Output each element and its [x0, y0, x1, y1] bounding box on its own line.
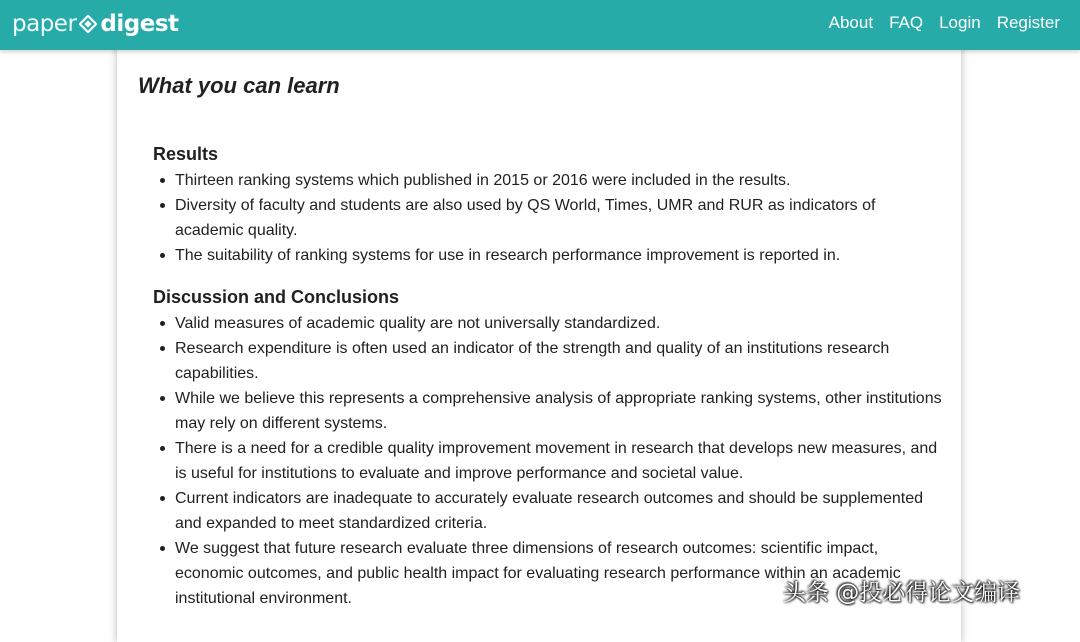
content-card: [117, 42, 961, 642]
section-heading: Discussion and Conclusions: [153, 287, 400, 307]
section-results: [153, 142, 943, 268]
brand-text-digest: digest: [100, 11, 179, 37]
nav-link-faq[interactable]: FAQ: [889, 13, 924, 32]
list-item: Current indicators are inadequate to accurately evaluate research outcomes and should be supplemented and expanded to meet standardized criteria.: [153, 486, 943, 536]
list-item: We suggest that future research evaluate three dimensions of research outcomes: scientific impact, economic outcomes, and public health impact for evaluating research performance within an academic institutional environment.: [153, 536, 943, 611]
card-title: What you can learn: [138, 73, 340, 98]
diamond-logo-icon: [79, 15, 97, 33]
watermark-text: 头条 @投必得论文编译: [783, 580, 1021, 606]
brand-text-paper: paper: [12, 11, 77, 37]
brand-logo[interactable]: [12, 9, 179, 39]
nav-link-register[interactable]: Register: [996, 13, 1060, 32]
nav-link-about[interactable]: About: [828, 13, 874, 32]
section-heading: Results: [153, 144, 219, 164]
bullet-list: [153, 311, 943, 611]
bullet-list: [153, 168, 943, 268]
nav-links: [813, 0, 1060, 46]
top-navbar: [0, 0, 1080, 50]
section-discussion: [153, 285, 943, 611]
list-item: Thirteen ranking systems which published in 2015 or 2016 were included in the results.: [153, 168, 943, 193]
list-item: Research expenditure is often used an indicator of the strength and quality of an institutions research capabilities.: [153, 336, 943, 386]
list-item: There is a need for a credible quality improvement movement in research that develops new measures, and is useful for institutions to evaluate and improve performance and societal value.: [153, 436, 943, 486]
list-item: The suitability of ranking systems for use in research performance improvement is reported in.: [153, 243, 943, 268]
list-item: While we believe this represents a comprehensive analysis of appropriate ranking systems, other institutions may rely on different systems.: [153, 386, 943, 436]
nav-link-login[interactable]: Login: [939, 13, 981, 32]
list-item: Diversity of faculty and students are also used by QS World, Times, UMR and RUR as indicators of academic quality.: [153, 193, 943, 243]
list-item: Valid measures of academic quality are not universally standardized.: [153, 311, 943, 336]
